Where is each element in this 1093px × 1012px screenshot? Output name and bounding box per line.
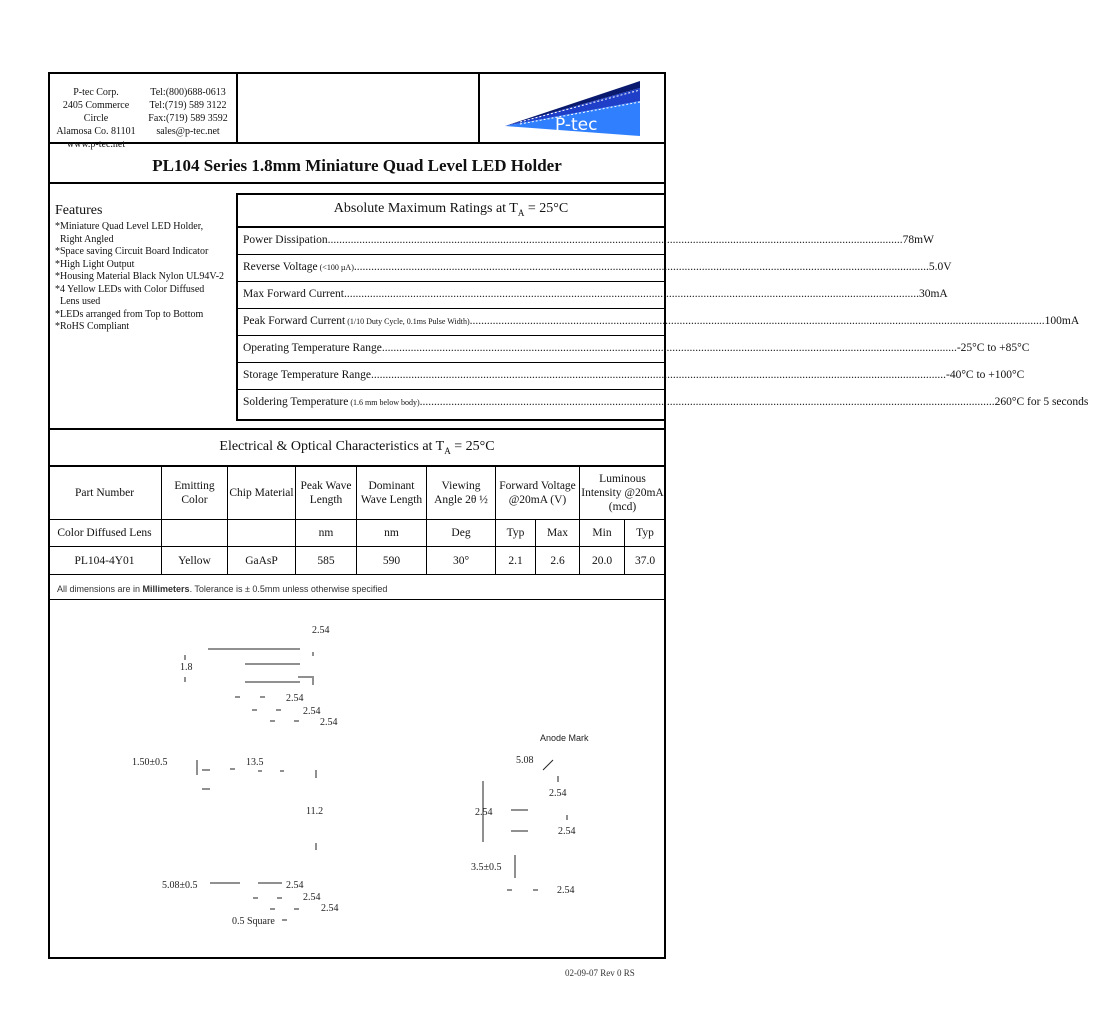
tel1: Tel:(800)688-0613 <box>150 87 226 98</box>
rating-row <box>238 335 1030 361</box>
table-cell: 30° <box>427 547 496 575</box>
features-heading: Features <box>55 203 103 218</box>
dim-label: 5.08±0.5 <box>162 880 198 891</box>
rating-label: Operating Temperature Range <box>243 342 382 354</box>
dim-label: 1.8 <box>180 662 193 673</box>
table-cell: PL104-4Y01 <box>48 547 162 575</box>
feature-item: *Space saving Circuit Board Indicator <box>55 246 209 257</box>
rating-value: -40°C to +100°C <box>946 369 1025 381</box>
anode-mark-label: Anode Mark <box>540 733 589 743</box>
table-cell: 20.0 <box>580 547 625 575</box>
table-cell: GaAsP <box>228 547 296 575</box>
column-header: Luminous Intensity @20mA (mcd) <box>580 466 666 520</box>
dimensions-note: All dimensions are in Millimeters. Tolerance is ± 0.5mm unless otherwise specified <box>57 584 388 594</box>
leader-dots: ........................................................................................................................................................................................................ <box>381 342 957 354</box>
unit-cell: Min <box>580 520 625 547</box>
feature-item: Lens used <box>60 296 101 307</box>
feature-item: Right Angled <box>60 233 114 245</box>
company-name: P-tec Corp. <box>73 87 119 98</box>
dim-label: 2.54 <box>321 903 339 914</box>
divider <box>48 428 666 430</box>
divider <box>48 182 666 184</box>
dim-label: 2.54 <box>475 807 493 818</box>
company-city: Alamosa Co. 81101 <box>56 126 136 137</box>
dim-label: 0.5 Square <box>232 916 275 927</box>
leader-dots: ........................................................................................................................................................................................................ <box>419 396 995 408</box>
leader-dots: ........................................................................................................................................................................................................ <box>327 234 903 246</box>
table-cell: 2.1 <box>496 547 536 575</box>
feature-item: *RoHS Compliant <box>55 321 130 332</box>
table-cell: 590 <box>357 547 427 575</box>
unit-cell: Color Diffused Lens <box>48 520 162 547</box>
rating-value: 78mW <box>902 234 934 246</box>
dim-label: 2.54 <box>303 706 321 717</box>
rating-row <box>238 254 952 280</box>
rating-value: 260°C for 5 seconds <box>994 396 1089 408</box>
feature-item: *LEDs arranged from Top to Bottom <box>55 308 204 320</box>
revision-footer: 02-09-07 Rev 0 RS <box>565 968 635 978</box>
leader-dots: ........................................................................................................................................................................................................ <box>343 288 919 300</box>
ratings-heading: Absolute Maximum Ratings at $T_A = 25^\circ C$ <box>333 201 569 218</box>
page-title: PL104 Series 1.8mm Miniature Quad Level LED Holder <box>152 156 562 175</box>
dim-label: 2.54 <box>549 788 567 799</box>
dim-label: 2.54 <box>286 693 304 704</box>
fax: Fax:(719) 589 3592 <box>148 113 228 124</box>
dim-label: 1.50±0.5 <box>132 757 168 768</box>
column-header: Part Number <box>48 466 162 520</box>
rating-label: Peak Forward Current (1/10 Duty Cycle, 0.1ms Pulse Width) <box>243 315 470 327</box>
features-list <box>55 221 235 334</box>
dim-label: 2.54 <box>320 717 338 728</box>
unit-cell: nm <box>296 520 357 547</box>
dim-label: 2.54 <box>558 826 576 837</box>
table-cell: 37.0 <box>625 547 666 575</box>
rating-label: Storage Temperature Range <box>243 369 371 381</box>
company-address <box>50 86 142 151</box>
rating-value: 30mA <box>918 288 948 300</box>
company-contact <box>140 86 236 138</box>
feature-item: *Miniature Quad Level LED Holder, <box>55 221 204 232</box>
ptec-logo <box>500 76 650 142</box>
table-cell: 2.6 <box>536 547 580 575</box>
rating-label: Reverse Voltage (<100 µA) <box>243 261 354 273</box>
column-header: Chip Material <box>228 466 296 520</box>
rating-label: Power Dissipation <box>243 234 328 246</box>
rating-row <box>238 389 1089 415</box>
rating-row <box>238 362 1025 388</box>
dim-label: 3.5±0.5 <box>471 862 502 873</box>
unit-cell: Typ <box>625 520 666 547</box>
leader-dots: ........................................................................................................................................................................................................ <box>371 369 946 381</box>
unit-cell: nm <box>357 520 427 547</box>
unit-cell <box>162 520 228 547</box>
email[interactable]: sales@p-tec.net <box>156 126 220 137</box>
column-header: Dominant Wave Length <box>357 466 427 520</box>
svg-text:P-tec: P-tec <box>555 115 598 135</box>
unit-cell: Max <box>536 520 580 547</box>
rating-row <box>238 308 1080 334</box>
unit-cell <box>228 520 296 547</box>
unit-cell: Deg <box>427 520 496 547</box>
company-web[interactable]: www.p-tec.net <box>66 139 126 150</box>
rating-label: Max Forward Current <box>243 288 344 300</box>
rating-value: -25°C to +85°C <box>956 342 1030 354</box>
rating-row <box>238 227 934 253</box>
divider <box>478 72 480 143</box>
dim-label: 5.08 <box>516 755 534 766</box>
electrical-heading: Electrical & Optical Characteristics at $T_A = 25^\circ C$ <box>219 439 495 456</box>
column-header: Forward Voltage @20mA (V) <box>496 466 580 520</box>
column-header: Peak Wave Length <box>296 466 357 520</box>
dim-label: 2.54 <box>286 880 304 891</box>
rating-value: 100mA <box>1044 315 1080 327</box>
column-header: Emitting Color <box>162 466 228 520</box>
divider <box>236 72 238 143</box>
dim-label: 2.54 <box>557 885 575 896</box>
rating-label: Soldering Temperature (1.6 mm below body) <box>243 396 420 408</box>
feature-item: *High Light Output <box>55 258 135 270</box>
unit-cell: Typ <box>496 520 536 547</box>
feature-item: *Housing Material Black Nylon UL94V-2 <box>55 271 225 282</box>
dim-label: 2.54 <box>312 625 330 636</box>
rating-row <box>238 281 948 307</box>
table-cell: Yellow <box>162 547 228 575</box>
dim-label: 13.5 <box>246 757 264 768</box>
dim-label: 11.2 <box>306 806 324 817</box>
dimension-drawing <box>0 600 720 958</box>
column-header: Viewing Angle 2θ ½ <box>427 466 496 520</box>
company-street: 2405 Commerce Circle <box>62 100 130 124</box>
feature-item: *4 Yellow LEDs with Color Diffused <box>55 283 205 295</box>
rating-value: 5.0V <box>928 261 952 273</box>
leader-dots: ........................................................................................................................................................................................................ <box>353 261 929 273</box>
dim-label: 2.54 <box>303 892 321 903</box>
tel2: Tel:(719) 589 3122 <box>149 100 227 111</box>
leader-dots: ........................................................................................................................................................................................................ <box>469 315 1045 327</box>
table-cell: 585 <box>296 547 357 575</box>
